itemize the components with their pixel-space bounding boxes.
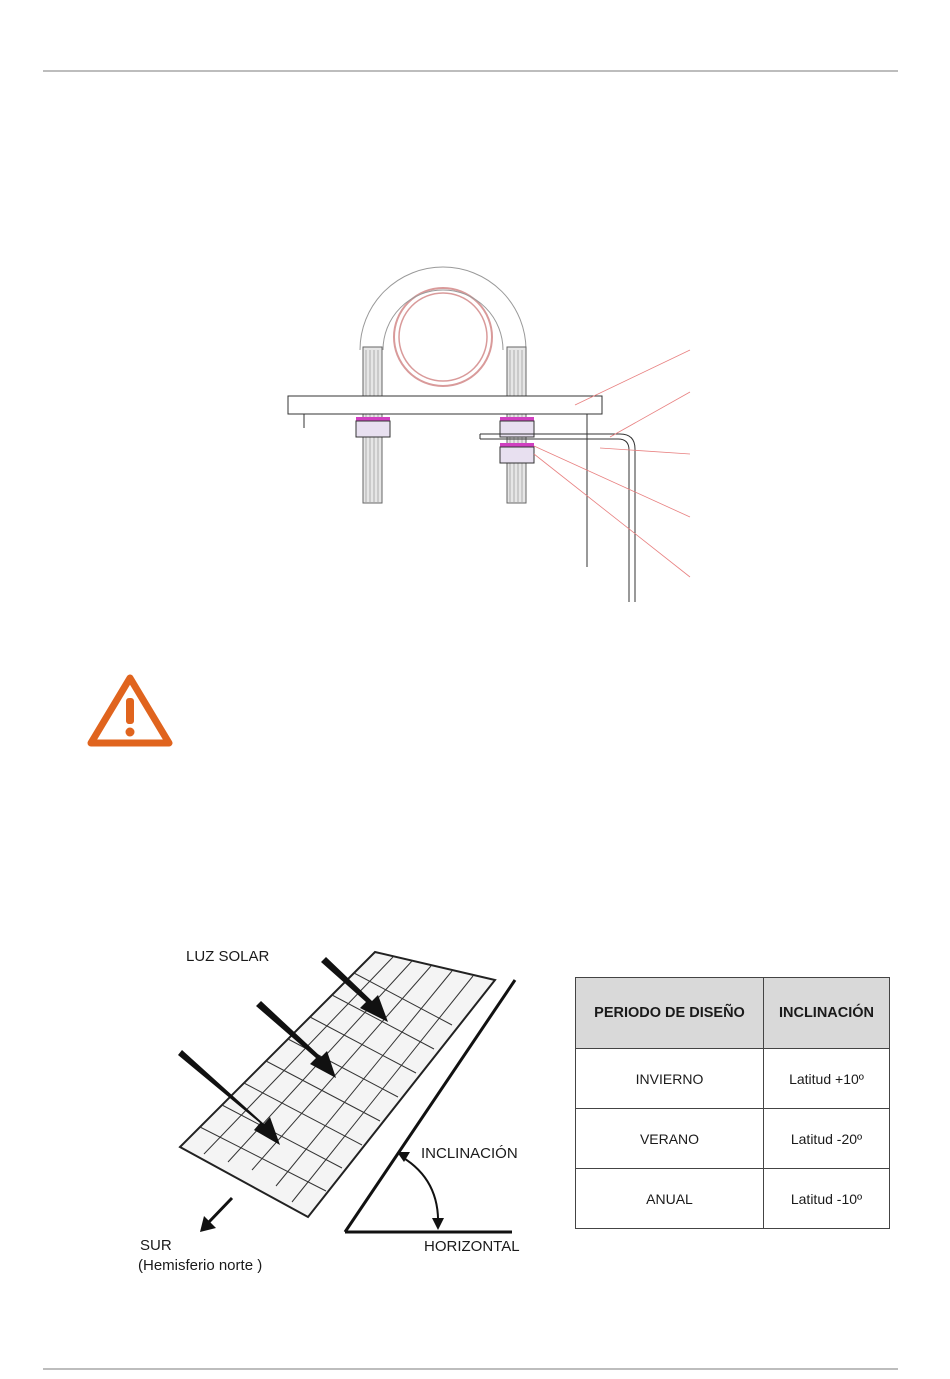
table-header-row xyxy=(576,978,890,1049)
header-rule xyxy=(43,70,898,72)
table-cell: Latitud -20º xyxy=(764,1109,890,1169)
table-row xyxy=(576,1169,890,1229)
table-cell: Latitud +10º xyxy=(764,1049,890,1109)
south-label: SUR xyxy=(140,1237,172,1254)
table-cell: ANUAL xyxy=(576,1169,764,1229)
sunlight-label: LUZ SOLAR xyxy=(186,948,270,965)
table-header: PERIODO DE DISEÑO xyxy=(576,978,764,1049)
hemisphere-label: (Hemisferio norte ) xyxy=(138,1257,263,1274)
inclination-label: INCLINACIÓN xyxy=(421,1145,518,1162)
table-cell: INVIERNO xyxy=(576,1049,764,1109)
table-header: INCLINACIÓN xyxy=(764,978,890,1049)
horizontal-label: HORIZONTAL xyxy=(424,1238,520,1255)
solar-panel-diagram xyxy=(130,940,540,1280)
footer-rule xyxy=(43,1368,898,1370)
table-cell: Latitud -10º xyxy=(764,1169,890,1229)
table-cell: VERANO xyxy=(576,1109,764,1169)
table-row xyxy=(576,1049,890,1109)
table-row xyxy=(576,1109,890,1169)
warning-icon xyxy=(86,672,174,748)
u-bolt-mount-diagram xyxy=(280,262,700,607)
tilt-table xyxy=(575,977,890,1229)
